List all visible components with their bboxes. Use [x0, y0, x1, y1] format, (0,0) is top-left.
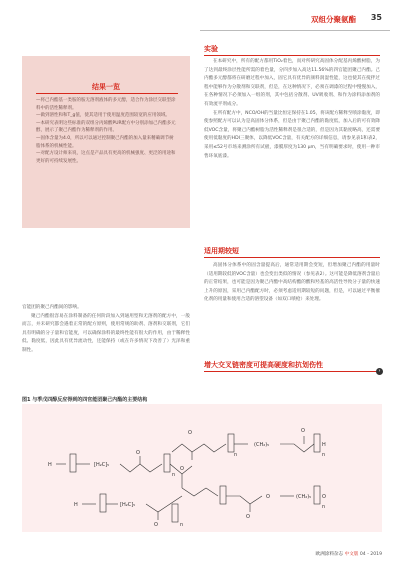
- repeat-label-n: n: [322, 504, 326, 510]
- paragraph: 在本研究中，所有的配方都用TiO₂着色，而对所研究高固体分配基丙烯酸树脂，为了达到最终涂层性能所需的着色量，分四步加入高达11.56%的四官能团聚己内酯。己内酯多元醇都将在研磨过程中加入，固它具有优异的颜料润湿性能，这也使其在搅拌过程中能够作为分散剂和交联剂，但是，在这种情况下，必须在调漆的过程中慢慢加入，在各种情况下必须加入一组的剂，其中包括分散剂、UV吸收剂、和作为涂料添加剂的有效流平剂成分。: [204, 59, 380, 107]
- atom-label-o: O: [301, 428, 305, 434]
- repeat-label-n: n: [322, 452, 326, 458]
- paragraph: 在所有配方中，NCO/OH的当量比恒定保持在1.05，将该配方稀释至喷涂黏度，即使参照配方可以认为是高固体分体系，但是由于聚己内酯的黏度低，加入后的可有效降低VOC含量，将聚己内酯树脂为活性稀释剂是很合适的，但是因为其黏度略高，还需要使用低黏度的HDI三聚体，以降低VOC含量，有关配方的详细信息，请参见表1和表2，采用≤52号市场来测涂所有试板，漆膜厚度为130 μm，当有明确要求时，使用一种市售环氧底漆。: [204, 110, 380, 159]
- section-heading-crosslink: 增大交叉链密度可提高硬度和抗划伤性: [204, 361, 323, 369]
- running-header-title: 双组分聚氨酯: [311, 15, 356, 24]
- summary-rule: [36, 93, 178, 94]
- atom-label-o: O: [322, 494, 326, 500]
- experiment-text: [204, 58, 380, 161]
- summary-list: [36, 97, 178, 165]
- header-rule: [200, 30, 390, 31]
- methylene-label: (CH₂)₅: [254, 442, 270, 448]
- footer-issue: 04・2019: [359, 552, 382, 557]
- continue-arrow-icon: ›: [376, 368, 383, 375]
- section-heading-pot-life: 适用期较短: [204, 247, 239, 255]
- atom-label-o: O: [136, 450, 140, 456]
- atom-label-h: H: [322, 442, 326, 448]
- methylene-label: [H₂C]₅: [94, 462, 110, 468]
- figure-caption: 图1 与季戊四醇反应得到的四官能团聚己内酯的主要结构: [22, 397, 148, 403]
- repeat-label-n: n: [234, 452, 238, 458]
- methylene-label: [H₂C]₅: [120, 502, 136, 508]
- section-rule: [204, 55, 380, 56]
- methylene-label: (CH₂)₅: [296, 494, 312, 500]
- atom-label-h: H: [74, 502, 78, 508]
- pot-life-text: [204, 262, 380, 305]
- repeat-label-n: n: [172, 472, 176, 478]
- summary-item: —对配方设计师来说，这点是产品具有更高的机械强度、更泛的用途和更好的可持续发展性。: [36, 151, 176, 164]
- paragraph: 官能团的聚己内酯间的影响。: [22, 305, 82, 310]
- page-number: 35: [370, 13, 382, 22]
- page-footer: [316, 551, 382, 557]
- footer-edition: 中文版: [344, 552, 359, 557]
- section-heading-experiment: 实验: [204, 45, 218, 53]
- left-column-text: [22, 304, 190, 356]
- paragraph: 高固体分体系中的固含量提高后，通常适用期会变短，但增加聚己内酯的用量时（适用期较低的VOC含量）也会变出类似的情况（参见表2）。这可能是降低溶剂含量后的正常结果，也可能是因为聚己内酯中高结构酯的酸和羟基的高活性导致分子量的快速上升的原因，采用己内酯配方时，必须考虑适用期较短的问题，但是，可以通过平衡催化剂的用量和使用合适的溶望设备（如双口喷枪）来处理。: [204, 263, 380, 303]
- atom-label-o: O: [188, 430, 192, 436]
- paragraph: 聚己内酯很容易在涂料制备的任何阶段加入到通用型和无溶剂的配方中，一般而言，并未研究都会遇着正常的配方原则，使用常规的助剂、溶剂和交联剂，它们具有明确的分子量和官能度，可以确保涂料的最终性能有很大的作用，由于稀释性低、黏度低，因此具有优异流动性，还能保持（或在许多情况下改善了）光泽和重制性。: [22, 313, 190, 353]
- section-rule: [204, 371, 380, 372]
- figure-box: [22, 404, 382, 532]
- summary-item: —将己内酯基一类胺的胺无溶剂液体的多元醇，适合作为涂层交联型涂料中的活性稀释剂。: [36, 98, 176, 111]
- atom-label-h: H: [48, 462, 52, 468]
- summary-title: 结果一览: [92, 83, 120, 91]
- atom-label-o: O: [180, 466, 184, 472]
- summary-item: —固体含量为4.0，所以可以通过控制聚己内酯的加入量来精确调节树脂体系的机械性能。: [36, 135, 174, 149]
- footer-journal: 欧洲涂料杂志: [315, 552, 344, 557]
- summary-item: —本研究表明这些标准的双组分丙烯酸PUR配方中分别添加己内酯多元醇，展示了聚己内酯作为稀释剂的作用。: [36, 120, 176, 134]
- atom-label-o: O: [266, 494, 270, 500]
- atom-label-o: O: [154, 522, 158, 528]
- repeat-label-n: n: [180, 522, 184, 528]
- summary-item: —做到溶性和和T_g值，使其适用于使用温度范围较宽的应用领域。: [36, 113, 170, 119]
- section-rule: [204, 257, 380, 258]
- chemical-structure-diagram: [22, 404, 382, 532]
- atom-label-o: O: [246, 514, 250, 520]
